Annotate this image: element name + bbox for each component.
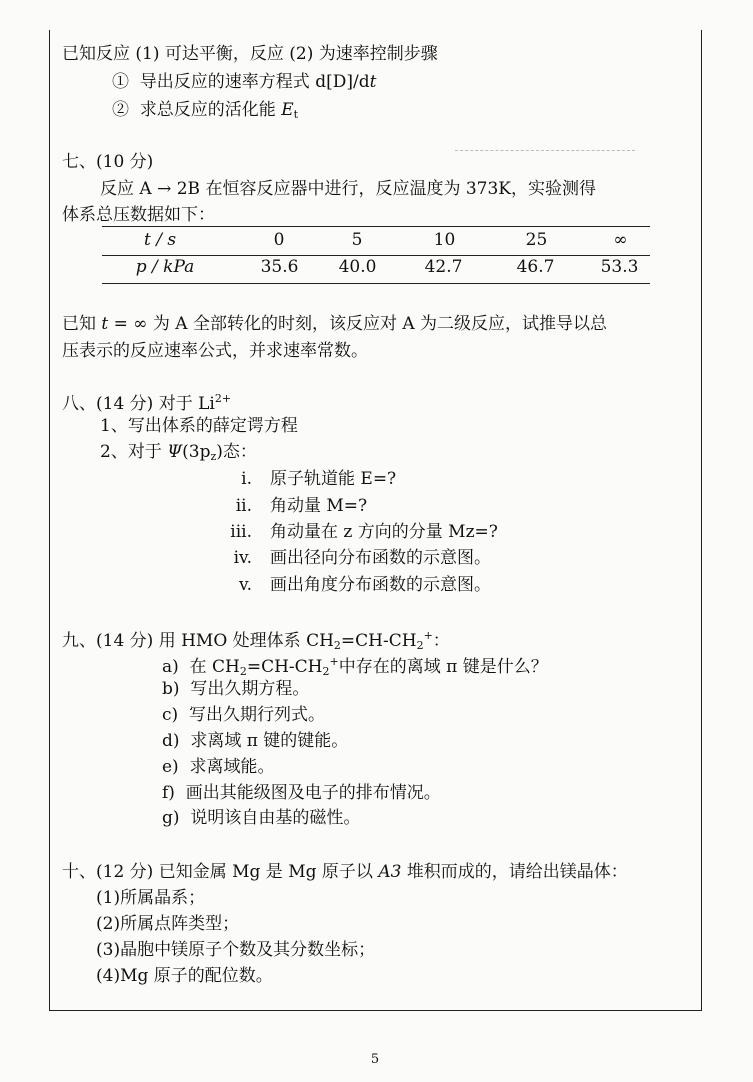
q8-sub-text: 画出径向分布函数的示意图。 [270,548,491,568]
q9-item-f: f) 画出其能级图及电子的排布情况。 [162,783,441,803]
q8-heading: 八、(14 分) 对于 $Li^{2+}$ [62,392,232,414]
q9-item-a: a) 在 $CH_2=CH-CH_2^+$中存在的离域 π 键是什么？ [162,655,548,678]
q8-sub-text: 原子轨道能 E=? [270,469,397,489]
table-cell: 53.3 [600,257,639,277]
table-mid-rule [102,255,650,256]
intro-line-3: ② 求总反应的活化能 $E_t$ [112,100,299,121]
table-cell: 0 [273,230,285,250]
q8-sub-num: i. [241,469,252,489]
q10-heading: 十、(12 分) 已知金属 Mg 是 Mg 原子以 A3 堆积而成的，请给出镁晶体： [62,862,628,882]
table-row-time [102,230,650,254]
table-cell: 35.6 [260,257,299,277]
q8-sub-num: iv. [233,548,252,568]
table-cell: 25 [525,230,548,250]
table-top-rule [102,226,650,227]
table-row-pressure [102,257,650,281]
q8-sub-text: 角动量在 z 方向的分量 Mz=? [270,522,498,542]
q10-item: (4)Mg 原子的配位数。 [96,966,273,986]
q9-item-c: c) 写出久期行列式。 [162,705,325,725]
q8-item-1: 1、写出体系的薛定谔方程 [100,416,298,436]
scan-mark [455,150,635,151]
q7-line-2: 体系总压数据如下： [62,205,215,225]
q8-sub-num: v. [239,575,252,595]
q8-sub-num: iii. [230,522,252,542]
table-bottom-rule [102,283,650,284]
q10-item: (1)所属晶系； [96,888,206,908]
table-cell: 46.7 [516,257,555,277]
table-header-time: t / s [143,230,177,250]
q10-item: (2)所属点阵类型； [96,914,240,934]
q9-item-b: b) 写出久期方程。 [162,679,310,699]
intro-line-1: 已知反应 (1) 可达平衡，反应 (2) 为速率控制步骤 [62,44,438,64]
page-number: 5 [370,1052,380,1067]
table-cell: 40.0 [338,257,377,277]
q8-sub-text: 角动量 M=? [270,496,368,516]
table-cell: ∞ [613,230,628,250]
q8-sub-num: ii. [235,496,252,516]
q7-line-1: 反应 A → 2B 在恒容反应器中进行，反应温度为 373K，实验测得 [100,179,596,199]
q8-sub-text: 画出角度分布函数的示意图。 [270,575,491,595]
q7-para-2: 压表示的反应速率公式，并求速率常数。 [62,341,368,361]
q9-heading: 九、(14 分) 用 HMO 处理体系 $CH_2=CH-CH_2^+$： [62,629,450,652]
q9-item-e: e) 求离域能。 [162,757,275,777]
q7-heading: 七、(10 分) [62,152,154,172]
intro-line-2: ① 导出反应的速率方程式 d[D]/dt [112,72,377,92]
q9-item-g: g) 说明该自由基的磁性。 [162,808,361,828]
table-cell: 10 [433,230,456,250]
q9-item-d: d) 求离域 π 键的键能。 [162,731,349,751]
table-cell: 5 [351,230,363,250]
table-cell: 42.7 [424,257,463,277]
q7-para-1: 已知 t = ∞ 为 A 全部转化的时刻，该反应对 A 为二级反应，试推导以总 [62,314,608,334]
q8-item-2: 2、对于 $\Psi(3p_z)$态： [100,442,257,463]
table-header-pressure: p / kPa [135,257,195,277]
q10-item: (3)晶胞中镁原子个数及其分数坐标； [96,940,376,960]
